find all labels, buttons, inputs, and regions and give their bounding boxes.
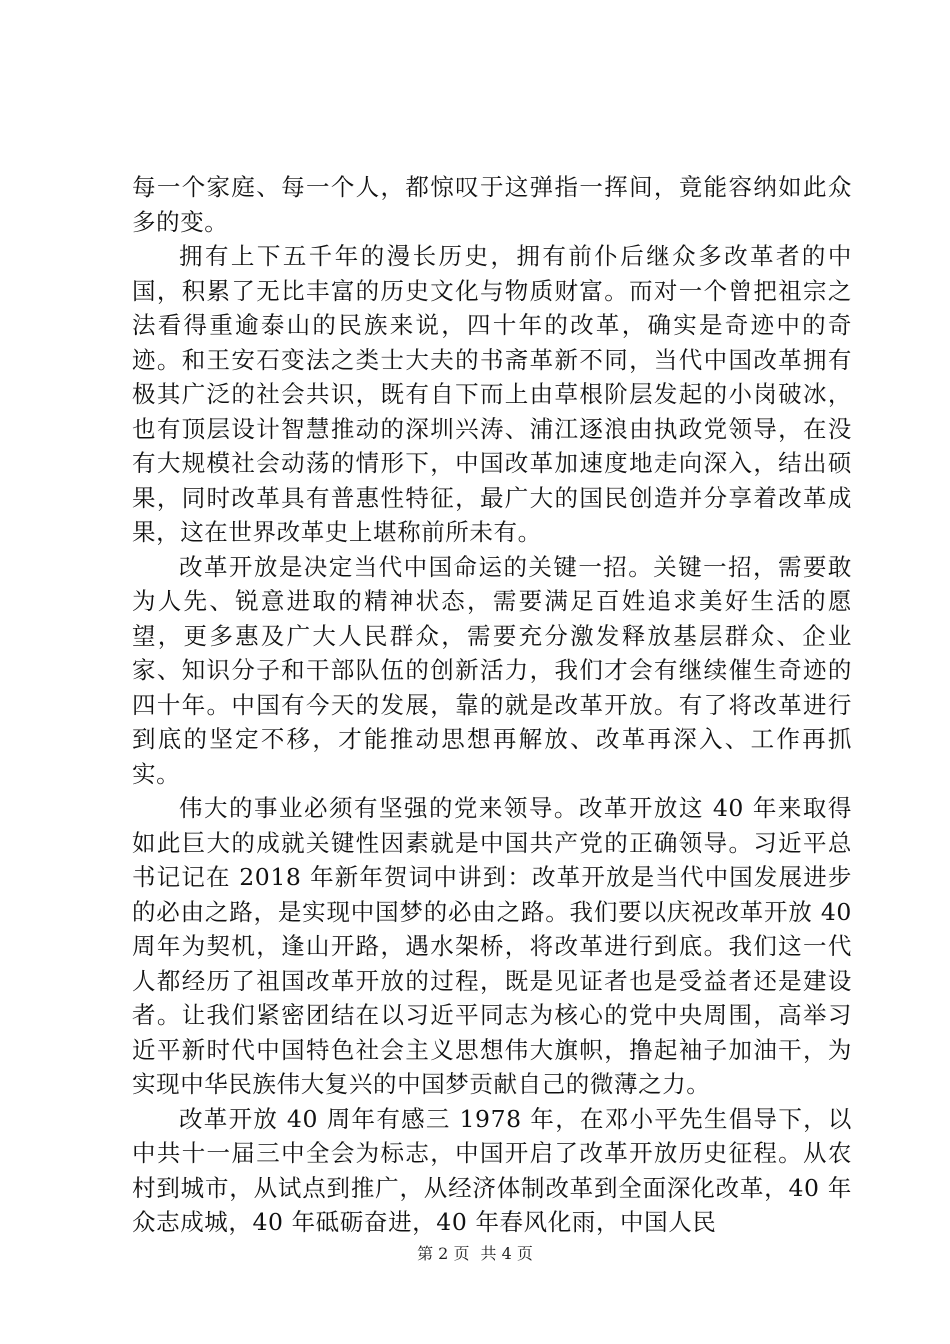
paragraph-1: 每一个家庭、每一个人，都惊叹于这弹指一挥间，竟能容纳如此众多的变。 xyxy=(132,173,852,236)
paragraph-3: 改革开放是决定当代中国命运的关键一招。关键一招，需要敢为人先、锐意进取的精神状态，需要满足百姓追求美好生活的愿望，更多惠及广大人民群众，需要充分激发释放基层群众、企业家、知识分子和干部队伍的创新活力，我们才会有继续催生奇迹的四十年。中国有今天的发展，靠的就是改革开放。有了将改革进行到底的坚定不移，才能推动思想再解放、改革再深入、工作再抓实。 xyxy=(132,552,852,788)
page-number: 第 2 页 xyxy=(417,1244,470,1263)
body-text xyxy=(132,170,852,1240)
paragraph-4: 伟大的事业必须有坚强的党来领导。改革开放这 40 年来取得如此巨大的成就关键性因素就是中国共产党的正确领导。习近平总书记记在 2018 年新年贺词中讲到：改革开放是当代中国发展进步的必由之路，是实现中国梦的必由之路。我们要以庆祝改革开放 40 周年为契机，逢山开路，遇水架桥，将改革进行到底。我们这一代人都经历了祖国改革开放的过程，既是见证者也是受益者还是建设者。让我们紧密团结在以习近平同志为核心的党中央周围，高举习近平新时代中国特色社会主义思想伟大旗帜，撸起袖子加油干，为实现中华民族伟大复兴的中国梦贡献自己的微薄之力。 xyxy=(132,794,852,1098)
page-total: 共 4 页 xyxy=(480,1244,533,1263)
paragraph-2: 拥有上下五千年的漫长历史，拥有前仆后继众多改革者的中国，积累了无比丰富的历史文化与物质财富。而对一个曾把祖宗之法看得重逾泰山的民族来说，四十年的改革，确实是奇迹中的奇迹。和王安石变法之类士大夫的书斋革新不同，当代中国改革拥有极其广泛的社会共识，既有自下而上由草根阶层发起的小岗破冰，也有顶层设计智慧推动的深圳兴涛、浦江逐浪由执政党领导，在没有大规模社会动荡的情形下，中国改革加速度地走向深入，结出硕果，同时改革具有普惠性特征，最广大的国民创造并分享着改革成果，这在世界改革史上堪称前所未有。 xyxy=(132,242,852,546)
paragraph-5: 改革开放 40 周年有感三 1978 年，在邓小平先生倡导下，以中共十一届三中全会为标志，中国开启了改革开放历史征程。从农村到城市，从试点到推广，从经济体制改革到全面深化改革，40 年众志成城，40 年砥砺奋进，40 年春风化雨，中国人民 xyxy=(132,1104,852,1236)
page-footer xyxy=(0,1244,950,1264)
